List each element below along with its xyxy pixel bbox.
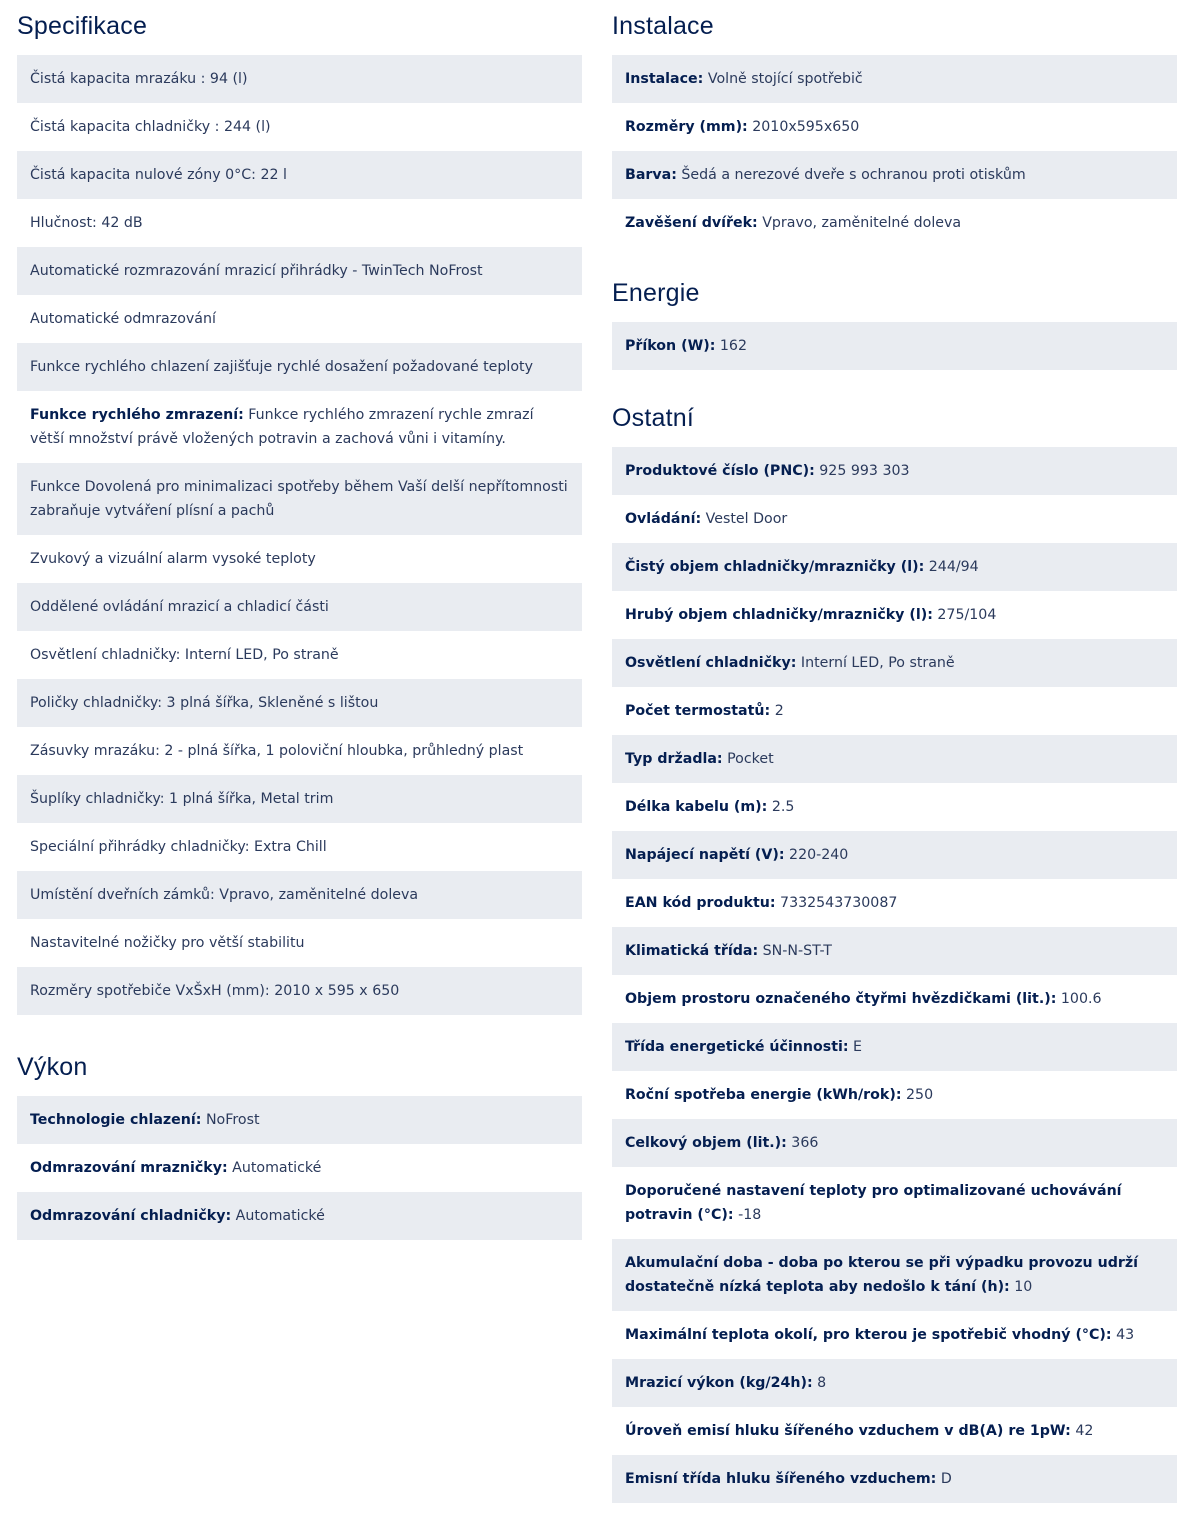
spec-value: 8 <box>812 1375 827 1391</box>
spec-value: Interní LED, Po straně <box>796 655 955 671</box>
spec-row <box>612 543 1177 591</box>
spec-list-specifikace <box>17 55 582 1015</box>
spec-label: Barva: <box>625 167 677 183</box>
spec-value: 7332543730087 <box>775 895 898 911</box>
spec-value: Čistá kapacita chladničky : 244 (l) <box>30 119 271 135</box>
spec-row <box>612 1359 1177 1407</box>
spec-row <box>612 322 1177 370</box>
section-title-energie: Energie <box>612 279 700 307</box>
spec-value: D <box>936 1471 952 1487</box>
spec-row <box>612 735 1177 783</box>
spec-value: Oddělené ovládání mrazicí a chladicí části <box>30 599 329 615</box>
spec-label: Klimatická třída: <box>625 943 759 959</box>
spec-value: Hlučnost: 42 dB <box>30 215 143 231</box>
spec-label: Akumulační doba - doba po kterou se při výpadku provozu udrží dostatečně nízká teplota aby nedošlo k tání (h): <box>625 1255 1138 1295</box>
spec-row <box>612 103 1177 151</box>
spec-label: Produktové číslo (PNC): <box>625 463 815 479</box>
spec-row <box>17 919 582 967</box>
spec-label: Doporučené nastavení teploty pro optimalizované uchovávání potravin (°C): <box>625 1183 1122 1223</box>
spec-row <box>17 679 582 727</box>
spec-value: Automatické odmrazování <box>30 311 216 327</box>
spec-row <box>17 535 582 583</box>
spec-value: 366 <box>786 1135 819 1151</box>
spec-row <box>17 295 582 343</box>
spec-value: Speciální přihrádky chladničky: Extra Chill <box>30 839 327 855</box>
spec-row <box>612 1407 1177 1455</box>
spec-row <box>612 927 1177 975</box>
spec-row <box>612 1239 1177 1311</box>
spec-row <box>17 103 582 151</box>
spec-value: 162 <box>715 338 747 354</box>
spec-value: 2.5 <box>767 799 795 815</box>
section-title-instalace: Instalace <box>612 12 714 40</box>
spec-value: 220-240 <box>784 847 849 863</box>
spec-row <box>17 1192 582 1240</box>
spec-label: Mrazicí výkon (kg/24h): <box>625 1375 813 1391</box>
right-column <box>612 0 1177 1503</box>
spec-label: Typ držadla: <box>625 751 723 767</box>
spec-row <box>612 1071 1177 1119</box>
spec-value: 2010x595x650 <box>747 119 860 135</box>
spec-row <box>612 1311 1177 1359</box>
spec-label: Zavěšení dvířek: <box>625 215 758 231</box>
spec-row <box>612 151 1177 199</box>
spec-value: Volně stojící spotřebič <box>703 71 863 87</box>
section-specifikace <box>17 0 582 1015</box>
section-title-vykon: Výkon <box>17 1053 88 1081</box>
spec-row <box>612 831 1177 879</box>
spec-row <box>612 879 1177 927</box>
spec-row <box>17 727 582 775</box>
spec-value: Čistá kapacita nulové zóny 0°C: 22 l <box>30 167 287 183</box>
spec-value: Čistá kapacita mrazáku : 94 (l) <box>30 71 248 87</box>
spec-list-ostatni <box>612 447 1177 1503</box>
spec-value: Vestel Door <box>701 511 788 527</box>
spec-value: Umístění dveřních zámků: Vpravo, zaměnitelné doleva <box>30 887 419 903</box>
spec-row <box>612 783 1177 831</box>
spec-value: SN-N-ST-T <box>758 943 832 959</box>
spec-list-energie <box>612 322 1177 370</box>
section-instalace <box>612 0 1177 247</box>
spec-label: Rozměry (mm): <box>625 119 748 135</box>
spec-value: Zvukový a vizuální alarm vysoké teploty <box>30 551 316 567</box>
spec-value: -18 <box>733 1207 762 1223</box>
spec-label: Roční spotřeba energie (kWh/rok): <box>625 1087 902 1103</box>
spec-label: Maximální teplota okolí, pro kterou je spotřebič vhodný (°C): <box>625 1327 1112 1343</box>
spec-value: Automatické rozmrazování mrazicí přihrádky - TwinTech NoFrost <box>30 263 483 279</box>
section-energie <box>612 267 1177 370</box>
spec-row <box>612 199 1177 247</box>
spec-label: Úroveň emisí hluku šířeného vzduchem v dB(A) re 1pW: <box>625 1423 1071 1439</box>
spec-value: Funkce rychlého zmrazení rychle zmrazí větší množství právě vložených potravin a zachová vůni i vitamíny. <box>30 407 534 447</box>
spec-value: 2 <box>770 703 784 719</box>
left-column <box>17 0 582 1240</box>
spec-label: Odmrazování chladničky: <box>30 1208 232 1224</box>
section-vykon <box>17 1041 582 1240</box>
spec-row <box>612 1023 1177 1071</box>
spec-label: Třída energetické účinnosti: <box>625 1039 849 1055</box>
spec-label: Počet termostatů: <box>625 703 771 719</box>
spec-row <box>612 687 1177 735</box>
spec-value: Šedá a nerezové dveře s ochranou proti otiskům <box>676 167 1026 183</box>
spec-row <box>17 343 582 391</box>
spec-row <box>612 447 1177 495</box>
spec-value: NoFrost <box>201 1112 260 1128</box>
spec-label: Odmrazování mrazničky: <box>30 1160 228 1176</box>
spec-row <box>612 975 1177 1023</box>
section-title-specifikace: Specifikace <box>17 12 148 40</box>
spec-label: Technologie chlazení: <box>30 1112 202 1128</box>
spec-row <box>17 199 582 247</box>
spec-label: Funkce rychlého zmrazení: <box>30 407 244 423</box>
spec-list-instalace <box>612 55 1177 247</box>
spec-row <box>612 1119 1177 1167</box>
spec-value: 10 <box>1009 1279 1033 1295</box>
spec-value: Vpravo, zaměnitelné doleva <box>757 215 962 231</box>
spec-value: 43 <box>1111 1327 1135 1343</box>
spec-value: Zásuvky mrazáku: 2 - plná šířka, 1 poloviční hloubka, průhledný plast <box>30 743 524 759</box>
spec-row <box>612 639 1177 687</box>
spec-row <box>612 1455 1177 1503</box>
spec-value: Pocket <box>722 751 774 767</box>
spec-row <box>17 151 582 199</box>
spec-value: Šuplíky chladničky: 1 plná šířka, Metal trim <box>30 791 334 807</box>
spec-row <box>17 631 582 679</box>
spec-row <box>17 391 582 463</box>
spec-value: 250 <box>901 1087 934 1103</box>
spec-label: Hrubý objem chladničky/mrazničky (l): <box>625 607 933 623</box>
spec-value: 42 <box>1070 1423 1094 1439</box>
spec-label: Napájecí napětí (V): <box>625 847 785 863</box>
spec-label: Instalace: <box>625 71 704 87</box>
spec-row <box>612 55 1177 103</box>
spec-label: Osvětlení chladničky: <box>625 655 797 671</box>
spec-value: 100.6 <box>1056 991 1102 1007</box>
spec-value: Funkce rychlého chlazení zajišťuje rychlé dosažení požadované teploty <box>30 359 533 375</box>
spec-row <box>17 1144 582 1192</box>
spec-row <box>17 823 582 871</box>
spec-value: Automatické <box>227 1160 322 1176</box>
spec-value: 244/94 <box>924 559 979 575</box>
section-ostatni <box>612 392 1177 1503</box>
spec-value: Poličky chladničky: 3 plná šířka, Skleněné s lištou <box>30 695 379 711</box>
spec-row <box>17 1096 582 1144</box>
spec-label: Příkon (W): <box>625 338 716 354</box>
spec-label: EAN kód produktu: <box>625 895 776 911</box>
spec-label: Délka kabelu (m): <box>625 799 768 815</box>
spec-label: Objem prostoru označeného čtyřmi hvězdičkami (lit.): <box>625 991 1057 1007</box>
spec-label: Čistý objem chladničky/mrazničky (l): <box>625 559 925 575</box>
spec-label: Ovládání: <box>625 511 702 527</box>
spec-value: E <box>848 1039 863 1055</box>
spec-value: 275/104 <box>932 607 997 623</box>
spec-row <box>17 247 582 295</box>
spec-row <box>17 871 582 919</box>
spec-label: Emisní třída hluku šířeného vzduchem: <box>625 1471 937 1487</box>
spec-value: Osvětlení chladničky: Interní LED, Po straně <box>30 647 339 663</box>
spec-row <box>17 55 582 103</box>
spec-list-vykon <box>17 1096 582 1240</box>
spec-row <box>17 775 582 823</box>
section-title-ostatni: Ostatní <box>612 404 694 432</box>
spec-value: Rozměry spotřebiče VxŠxH (mm): 2010 x 595 x 650 <box>30 983 400 999</box>
spec-label: Celkový objem (lit.): <box>625 1135 787 1151</box>
spec-value: Funkce Dovolená pro minimalizaci spotřeby během Vaší delší nepřítomnosti zabraňuje vytváření plísní a pachů <box>30 479 568 519</box>
spec-row <box>17 583 582 631</box>
spec-value: Nastavitelné nožičky pro větší stabilitu <box>30 935 305 951</box>
spec-row <box>17 967 582 1015</box>
spec-row <box>612 591 1177 639</box>
spec-row <box>612 1167 1177 1239</box>
spec-row <box>612 495 1177 543</box>
spec-value: Automatické <box>231 1208 325 1224</box>
spec-row <box>17 463 582 535</box>
spec-value: 925 993 303 <box>814 463 910 479</box>
